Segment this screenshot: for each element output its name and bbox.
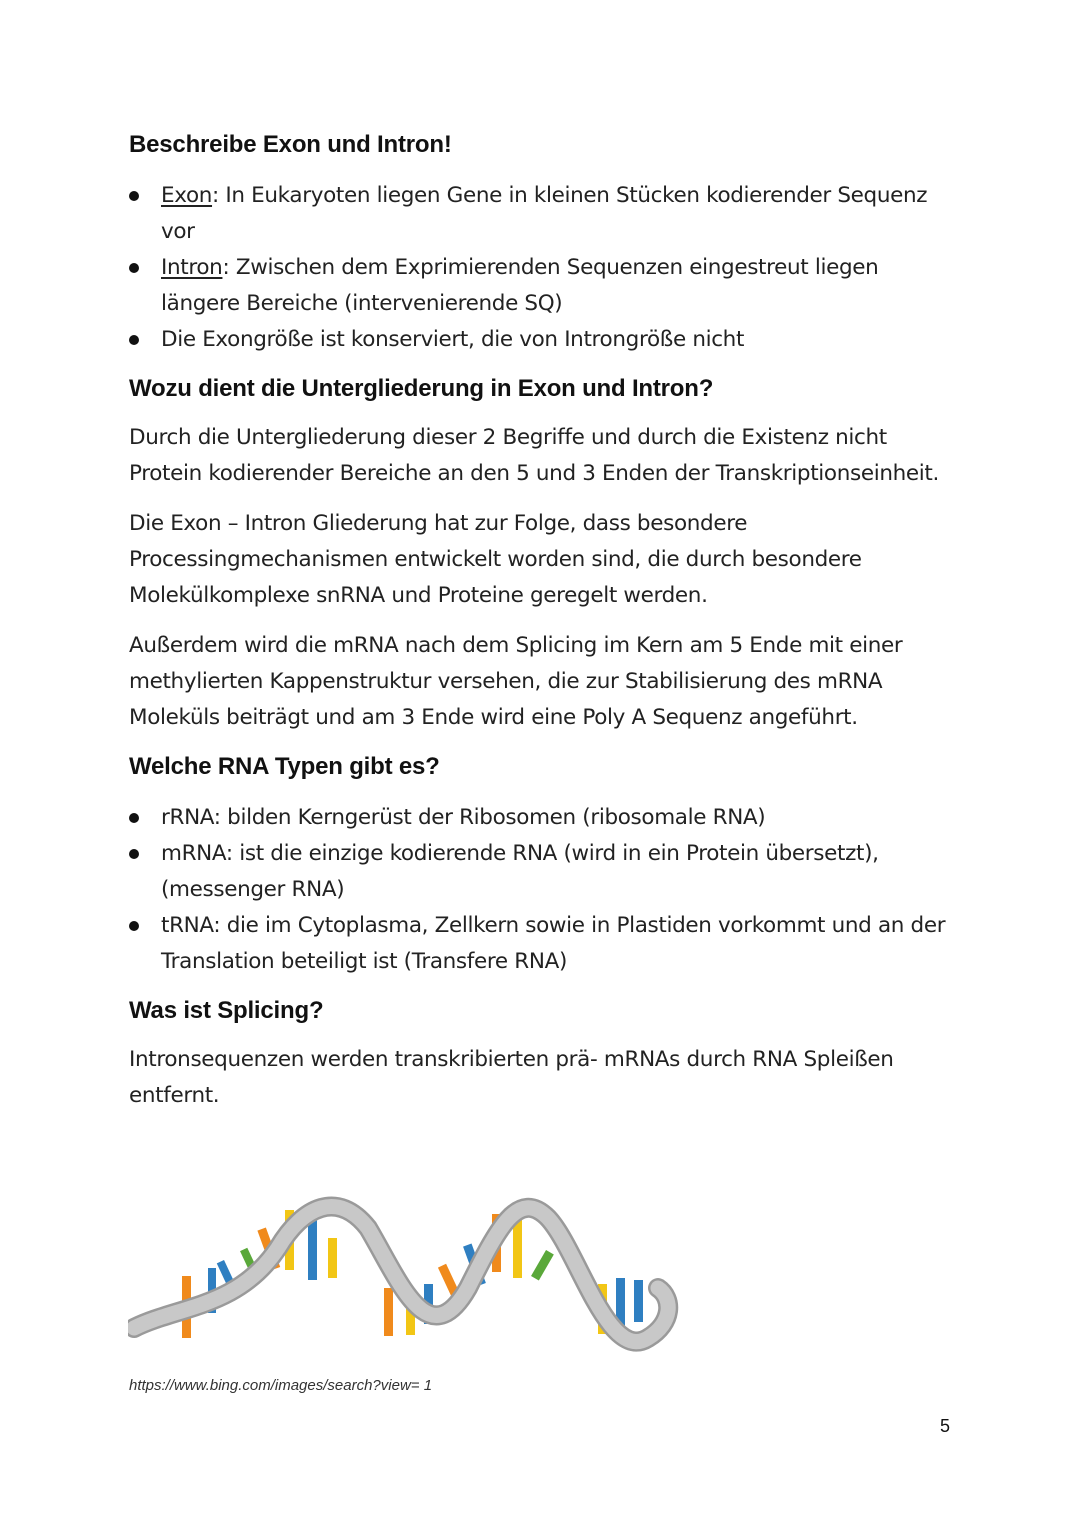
list-item	[129, 800, 949, 836]
paragraph: Außerdem wird die mRNA nach dem Splicing im Kern am 5 Ende mit einer methylierten Kappenstruktur versehen, die zur Stabilisierung des mRNA Moleküls beiträgt und am 3 Ende wird eine Poly A Sequenz angeführt.	[129, 633, 903, 730]
base-blue	[308, 1218, 317, 1280]
document-page	[129, 128, 949, 1114]
paragraph: Intronsequenzen werden transkribierten prä- mRNAs durch RNA Spleißen entfernt.	[129, 1047, 894, 1108]
list-item-text: rRNA: bilden Kerngerüst der Ribosomen (ribosomale RNA)	[161, 805, 766, 830]
exon-intron-list	[129, 178, 949, 358]
bullet-icon	[129, 263, 139, 273]
page-number: 5	[940, 1416, 951, 1436]
list-item	[129, 836, 949, 908]
heading-splicing: Was ist Splicing?	[129, 997, 324, 1024]
bullet-icon	[129, 849, 139, 859]
list-item-text: : Zwischen dem Exprimierenden Sequenzen eingestreut liegen längere Bereiche (intervenierende SQ)	[161, 255, 879, 316]
list-item-text: mRNA: ist die einzige kodierende RNA (wird in ein Protein übersetzt), (messenger RNA)	[161, 841, 879, 902]
list-item	[129, 178, 949, 250]
image-source-caption: https://www.bing.com/images/search?view= 1	[129, 1377, 433, 1394]
paragraph: Die Exon – Intron Gliederung hat zur Folge, dass besondere Processingmechanismen entwickelt worden sind, die durch besondere Molekülkomplexe snRNA und Proteine geregelt werden.	[129, 511, 862, 608]
list-item-text: Die Exongröße ist konserviert, die von Introngröße nicht	[161, 327, 745, 352]
base-blue	[634, 1280, 643, 1322]
heading-untergliederung: Wozu dient die Untergliederung in Exon und Intron?	[129, 375, 714, 402]
heading-exon-intron: Beschreibe Exon und Intron!	[129, 131, 452, 158]
base-yellow	[328, 1238, 337, 1278]
bullet-icon	[129, 921, 139, 931]
rna-strand-illustration-icon	[128, 1188, 688, 1363]
rna-types-list	[129, 800, 949, 980]
heading-rna-types: Welche RNA Typen gibt es?	[129, 753, 440, 780]
list-item	[129, 322, 949, 358]
term-exon: Exon	[161, 183, 213, 208]
bullet-icon	[129, 191, 139, 201]
list-item-text: : In Eukaryoten liegen Gene in kleinen Stücken kodierender Sequenz vor	[161, 183, 928, 244]
list-item	[129, 250, 949, 322]
base-green	[531, 1250, 554, 1280]
list-item-text: tRNA: die im Cytoplasma, Zellkern sowie in Plastiden vorkommt und an der Translation beteiligt ist (Transfere RNA)	[161, 913, 946, 974]
bullet-icon	[129, 813, 139, 823]
base-orange	[384, 1288, 393, 1336]
term-intron: Intron	[161, 255, 223, 280]
list-item	[129, 908, 949, 980]
paragraph: Durch die Untergliederung dieser 2 Begriffe und durch die Existenz nicht Protein kodierender Bereiche an den 5 und 3 Enden der Transkriptionseinheit.	[129, 425, 939, 486]
bullet-icon	[129, 335, 139, 345]
